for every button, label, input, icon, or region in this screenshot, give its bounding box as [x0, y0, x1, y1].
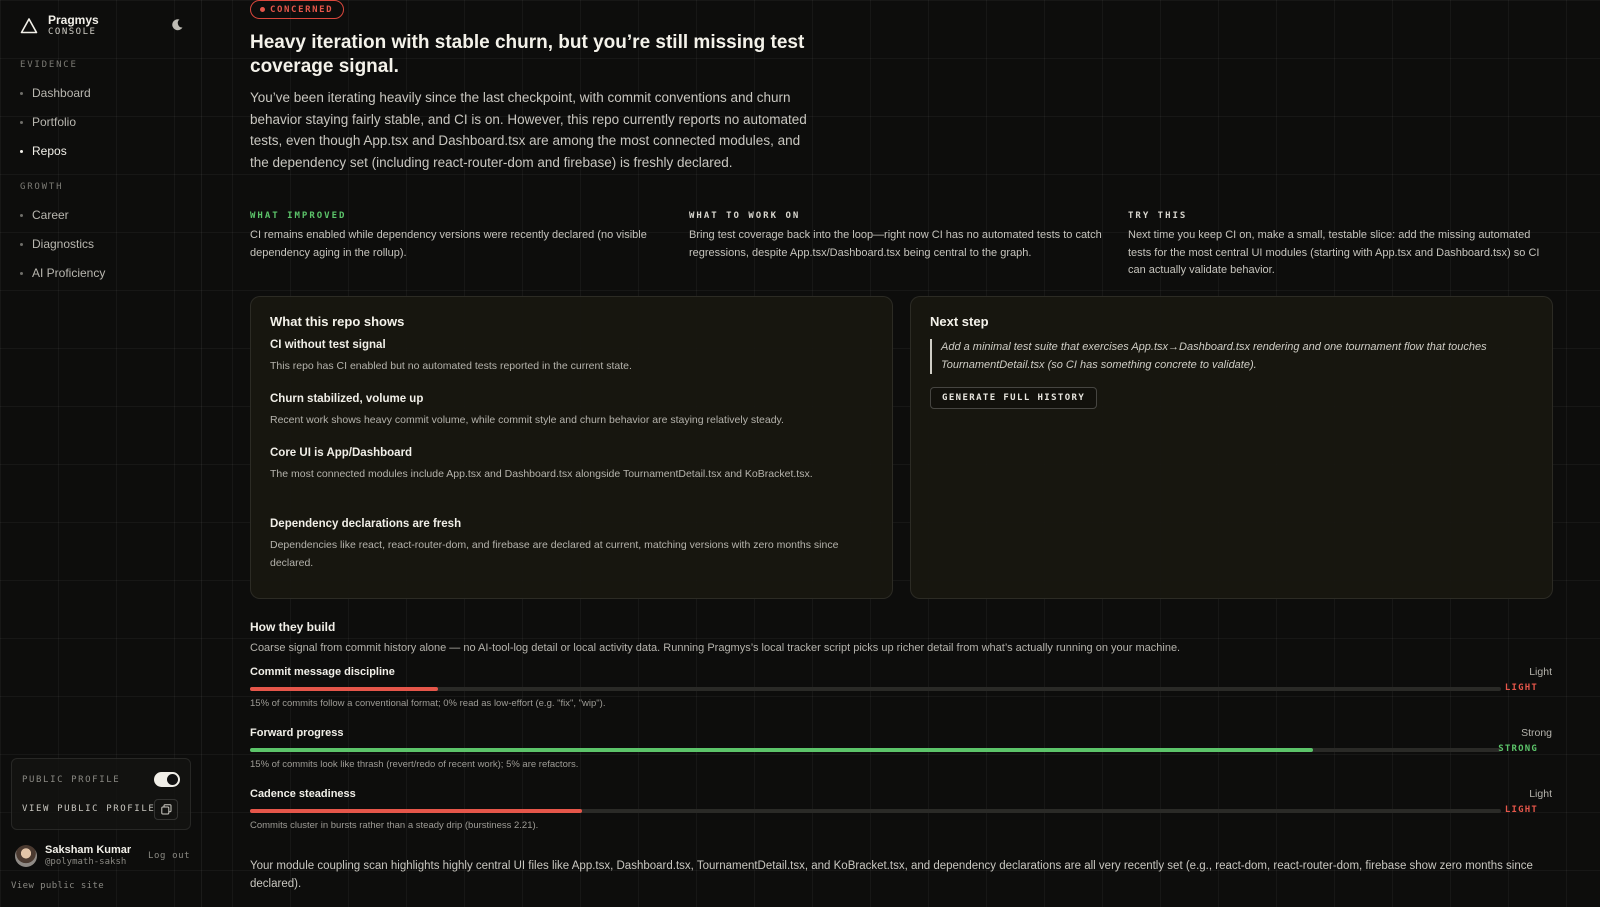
- sidebar-item-label: AI Proficiency: [32, 266, 106, 280]
- bullet-icon: [20, 272, 23, 275]
- footer-note: Your module coupling scan highlights highly central UI files like App.tsx, Dashboard.tsx, TournamentDetail.tsx, and KoBracket.tsx, and dependency declarations are all very recently set (e.g., react-dom, react-router-dom, firebase show zero months since declared).: [250, 860, 1533, 890]
- metric-description: 15% of commits follow a conventional format; 0% read as low-effort (e.g. "fix", "wip").: [250, 698, 606, 709]
- finding-item: [270, 518, 870, 572]
- nav-section-evidence: EVIDENCE: [20, 60, 78, 70]
- metric-name: Commit message discipline: [250, 666, 395, 678]
- what-to-work-on-column: [689, 211, 1109, 262]
- finding-item: [270, 393, 870, 430]
- sidebar-item-label: Diagnostics: [32, 237, 95, 251]
- brand[interactable]: [20, 14, 99, 38]
- sidebar-item-dashboard[interactable]: [20, 86, 91, 100]
- metric-description: Commits cluster in bursts rather than a steady drip (burstiness 2.21).: [250, 820, 539, 831]
- generate-full-history-button[interactable]: GENERATE FULL HISTORY: [930, 387, 1097, 409]
- moon-icon[interactable]: [170, 18, 184, 32]
- metric-level: Strong: [1521, 727, 1552, 739]
- brand-name: Pragmys: [48, 13, 99, 27]
- bullet-icon: [20, 121, 23, 124]
- toggle-knob: [167, 774, 178, 785]
- metric-name: Forward progress: [250, 727, 344, 739]
- triangle-logo-icon: [20, 17, 38, 35]
- sidebar-item-ai-proficiency[interactable]: [20, 266, 105, 280]
- finding-text: Dependencies like react, react-router-dom, and firebase are declared at current, matching versions with zero months since declared.: [270, 539, 839, 569]
- column-text: Bring test coverage back into the loop—right now CI has no automated tests to catch regressions, despite App.tsx/Dashboard.tsx being central to the graph.: [689, 229, 1102, 259]
- sidebar-item-label: Dashboard: [32, 86, 91, 100]
- what-improved-column: [250, 211, 670, 262]
- page-title: Heavy iteration with stable churn, but you’re still missing test coverage signal.: [250, 32, 805, 77]
- bullet-icon: [20, 243, 23, 246]
- finding-title: Dependency declarations are fresh: [270, 518, 462, 530]
- metric-description: 15% of commits look like thrash (revert/redo of recent work); 5% are refactors.: [250, 759, 579, 770]
- column-label: WHAT IMPROVED: [250, 211, 347, 221]
- sidebar-item-label: Career: [32, 208, 69, 222]
- next-step-quote: Add a minimal test suite that exercises App.tsx→Dashboard.tsx rendering and one tournament flow that touches TournamentDetail.tsx (so CI has something concrete to validate).: [930, 339, 1520, 374]
- status-badge: [250, 0, 344, 19]
- user-name: Saksham Kumar: [45, 844, 132, 856]
- sidebar-item-label: Portfolio: [32, 115, 77, 129]
- sidebar-item-diagnostics[interactable]: [20, 237, 94, 251]
- avatar: [15, 845, 37, 867]
- section-subtitle: Coarse signal from commit history alone — no AI-tool-log detail or local activity data. Running Pragmys’s local tracker script picks up richer detail from what’s actually running on your machine.: [250, 642, 1181, 654]
- progress-track: [250, 748, 1501, 752]
- repo-findings-card: [250, 296, 893, 599]
- public-profile-toggle[interactable]: [154, 772, 180, 787]
- finding-item: [270, 447, 870, 484]
- public-profile-panel: [11, 758, 191, 830]
- finding-title: Core UI is App/Dashboard: [270, 447, 413, 459]
- card-title: Next step: [930, 314, 989, 329]
- column-label: TRY THIS: [1128, 211, 1188, 221]
- finding-title: CI without test signal: [270, 339, 386, 351]
- metric-level: Light: [1529, 666, 1552, 678]
- view-public-site-link[interactable]: View public site: [11, 881, 105, 891]
- progress-track: [250, 687, 1501, 691]
- metric-cadence-steadiness: [250, 788, 1552, 846]
- sidebar-item-portfolio[interactable]: [20, 115, 76, 129]
- progress-fill: [250, 748, 1313, 752]
- bullet-icon: [20, 214, 23, 217]
- finding-title: Churn stabilized, volume up: [270, 393, 424, 405]
- metric-name: Cadence steadiness: [250, 788, 356, 800]
- metric-tag: LIGHT: [1504, 683, 1538, 693]
- finding-text: The most connected modules include App.tsx and Dashboard.tsx alongside TournamentDetail.tsx and KoBracket.tsx.: [270, 468, 813, 480]
- sidebar-item-repos[interactable]: [20, 144, 67, 158]
- bullet-icon: [20, 92, 23, 95]
- metric-tag: LIGHT: [1504, 805, 1538, 815]
- column-text: CI remains enabled while dependency versions were recently declared (no visible dependency aging in the rollup).: [250, 229, 647, 259]
- column-text: Next time you keep CI on, make a small, testable slice: add the missing automated tests for the most central UI modules (starting with App.tsx and Dashboard.tsx) so CI can actually validate behavior.: [1128, 229, 1540, 276]
- section-title: How they build: [250, 620, 336, 634]
- status-dot-icon: [260, 7, 265, 12]
- finding-text: Recent work shows heavy commit volume, while commit style and churn behavior are staying relatively steady.: [270, 414, 784, 426]
- intro-text: You’ve been iterating heavily since the last checkpoint, with commit conventions and churn behavior staying fairly stable, and CI is on. However, this repo currently reports no automated tests, even though App.tsx and Dashboard.tsx are among the most connected modules, and the dependency set (including react-router-dom and firebase) is freshly declared.: [250, 90, 807, 170]
- card-title: What this repo shows: [270, 314, 405, 329]
- bullet-icon: [20, 150, 23, 153]
- sidebar-item-career[interactable]: [20, 208, 69, 222]
- metric-level: Light: [1529, 788, 1552, 800]
- sidebar: [0, 0, 202, 907]
- metric-forward-progress: [250, 727, 1552, 785]
- finding-item: [270, 339, 870, 376]
- user-handle: @polymath-saksh: [45, 857, 127, 867]
- brand-subtitle: CONSOLE: [48, 27, 97, 37]
- next-step-card: [910, 296, 1553, 599]
- column-label: WHAT TO WORK ON: [689, 211, 801, 221]
- progress-fill: [250, 809, 582, 813]
- sidebar-item-label: Repos: [32, 144, 67, 158]
- progress-fill: [250, 687, 438, 691]
- view-public-profile-link[interactable]: VIEW PUBLIC PROFILE: [22, 804, 156, 814]
- copy-icon: [161, 804, 172, 815]
- user-info[interactable]: [15, 844, 131, 868]
- status-label: CONCERNED: [270, 4, 334, 15]
- finding-text: This repo has CI enabled but no automated tests reported in the current state.: [270, 360, 632, 372]
- try-this-column: [1128, 211, 1548, 280]
- metric-commit-message-discipline: [250, 666, 1552, 724]
- progress-track: [250, 809, 1501, 813]
- copy-button[interactable]: [154, 799, 178, 820]
- nav-section-growth: GROWTH: [20, 182, 64, 192]
- logout-button[interactable]: Log out: [148, 851, 191, 861]
- metric-tag: STRONG: [1498, 744, 1538, 754]
- public-profile-label: PUBLIC PROFILE: [22, 775, 121, 785]
